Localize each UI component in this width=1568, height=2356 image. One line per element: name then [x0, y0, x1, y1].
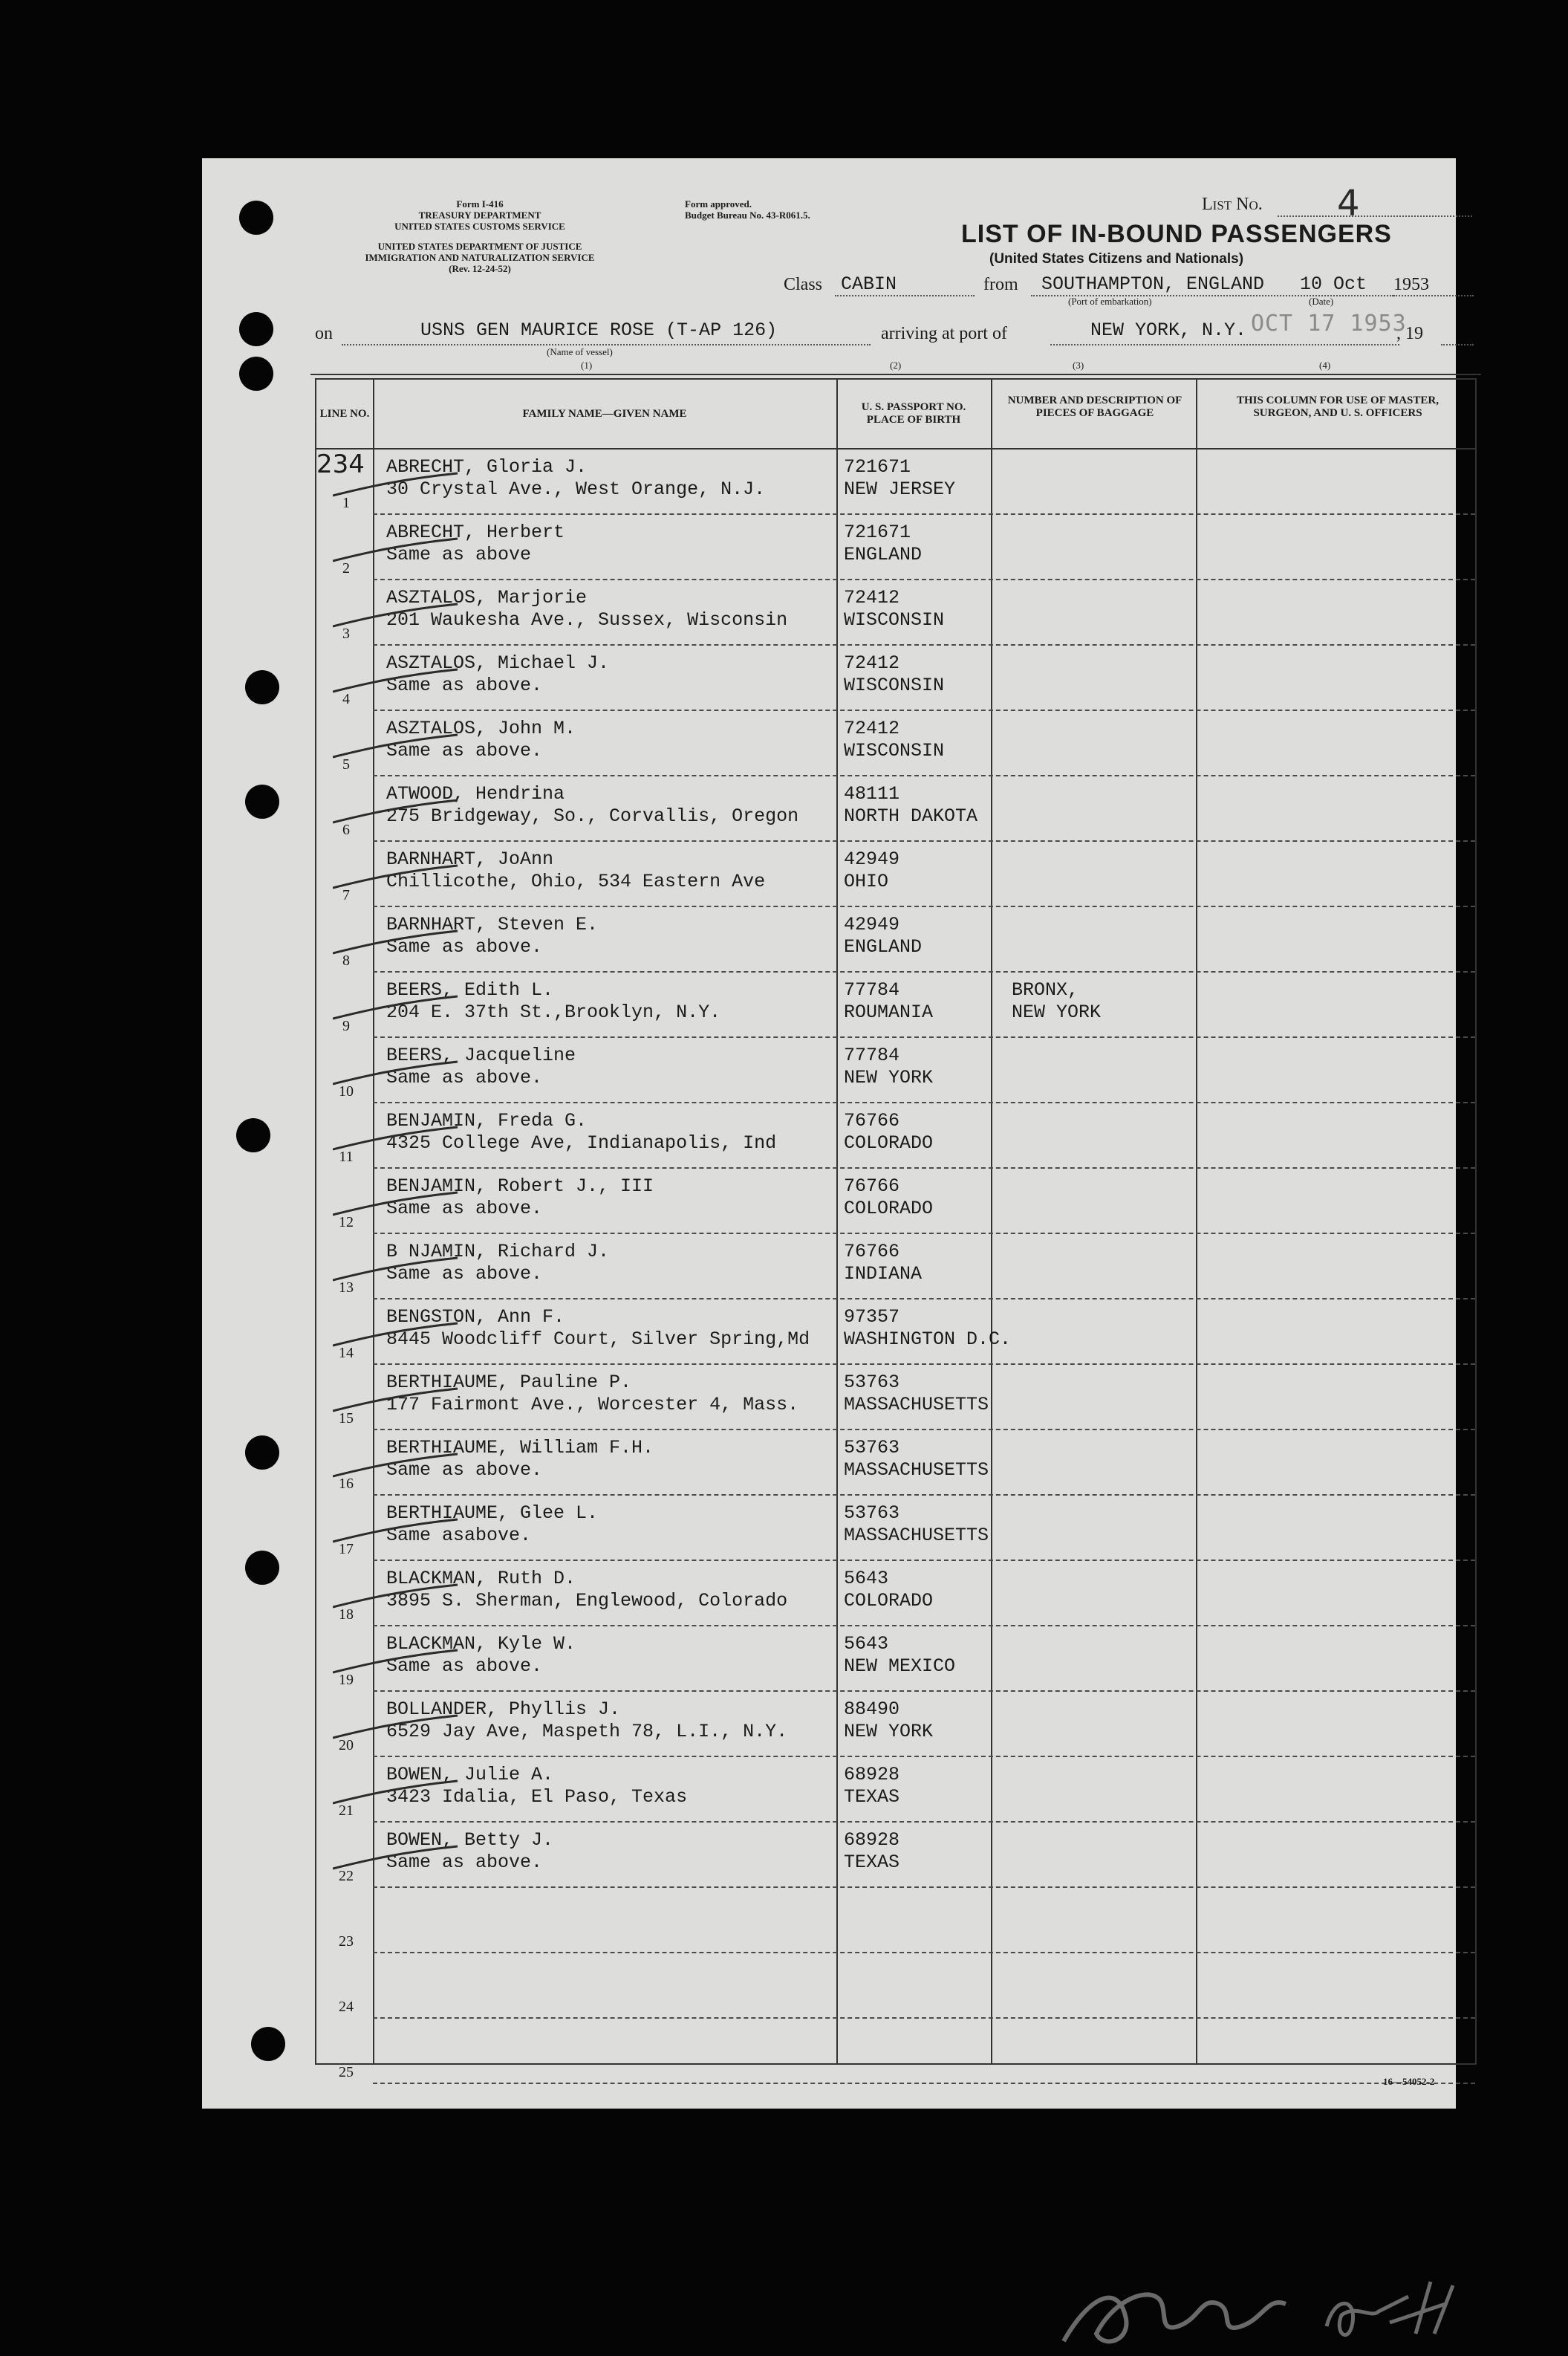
place-of-birth: NEW JERSEY — [844, 478, 956, 500]
passenger-name: BENGSTON, Ann F. — [386, 1306, 565, 1328]
passport-number: 72412 — [844, 652, 900, 674]
arrival-port: NEW YORK, N.Y. — [1090, 319, 1247, 341]
passport-number: 53763 — [844, 1372, 900, 1393]
passport-number: 76766 — [844, 1241, 900, 1262]
passenger-name: ABRECHT, Gloria J. — [386, 456, 588, 478]
punch-hole — [239, 357, 273, 391]
passenger-name: ASZTALOS, John M. — [386, 718, 576, 739]
port-of-embarkation: SOUTHAMPTON, ENGLAND — [1041, 273, 1265, 295]
passenger-address: 204 E. 37th St.,Brooklyn, N.Y. — [386, 1002, 721, 1023]
table-row — [316, 1561, 1475, 1626]
passenger-name: ABRECHT, Herbert — [386, 522, 565, 543]
punch-hole — [245, 785, 279, 819]
table-row — [316, 1430, 1475, 1496]
punch-hole — [239, 312, 273, 346]
table-row — [316, 1365, 1475, 1430]
table-row — [316, 646, 1475, 711]
passport-number: 77784 — [844, 979, 900, 1001]
line-number: 16 — [339, 1476, 354, 1492]
passport-number: 97357 — [844, 1306, 900, 1328]
dept-justice: UNITED STATES DEPARTMENT OF JUSTICE — [377, 241, 582, 252]
passenger-address: Same as above. — [386, 1459, 543, 1481]
year-line — [1393, 295, 1474, 296]
passenger-address: 4325 College Ave, Indianapolis, Ind — [386, 1132, 777, 1154]
passenger-name: BARNHART, Steven E. — [386, 914, 599, 935]
passenger-address: 3895 S. Sherman, Englewood, Colorado — [386, 1590, 788, 1612]
line-number: 15 — [339, 1410, 354, 1427]
passenger-address: Same as above. — [386, 1198, 543, 1219]
check-mark — [333, 1714, 459, 1741]
passenger-name: BEERS, Jacqueline — [386, 1045, 576, 1066]
table-row — [316, 1496, 1475, 1561]
place-of-birth: MASSACHUSETTS — [844, 1459, 989, 1481]
passport-number: 88490 — [844, 1698, 900, 1720]
table-row — [316, 1299, 1475, 1365]
form-footer-code: 16—54052-2 — [1383, 2076, 1435, 2087]
passenger-name: BOLLANDER, Phyllis J. — [386, 1698, 621, 1720]
line-number: 10 — [339, 1083, 354, 1100]
passenger-address: 3423 Idalia, El Paso, Texas — [386, 1786, 688, 1808]
passport-number: 721671 — [844, 522, 911, 543]
place-of-birth: TEXAS — [844, 1786, 900, 1808]
place-of-birth: COLORADO — [844, 1198, 934, 1219]
embarkation-date: 10 Oct — [1300, 273, 1367, 295]
class-label: Class — [784, 275, 823, 294]
passport-number: 77784 — [844, 1045, 900, 1066]
passenger-address: 30 Crystal Ave., West Orange, N.J. — [386, 478, 766, 500]
header-baggage: NUMBER AND DESCRIPTION OF PIECES OF BAGGAGE — [1007, 395, 1182, 419]
place-of-birth: TEXAS — [844, 1852, 900, 1873]
table-row — [316, 1626, 1475, 1692]
passport-number: 42949 — [844, 914, 900, 935]
officer-signature — [1059, 2252, 1568, 2356]
page-title: LIST OF IN-BOUND PASSENGERS — [961, 220, 1392, 248]
form-header-left — [368, 198, 591, 232]
punch-hole — [239, 201, 273, 235]
check-mark — [333, 537, 459, 564]
form-number: Form I-416 — [456, 198, 504, 210]
passenger-address: 6529 Jay Ave, Maspeth 78, L.I., N.Y. — [386, 1721, 788, 1742]
place-of-birth: NORTH DAKOTA — [844, 805, 978, 827]
dept-treasury: TREASURY DEPARTMENT — [418, 210, 541, 221]
passenger-address: Same as above. — [386, 1852, 543, 1873]
header-name: FAMILY NAME—GIVEN NAME — [522, 407, 687, 420]
line-number: 7 — [342, 887, 350, 903]
line-number: 22 — [339, 1868, 354, 1884]
passport-number: 72412 — [844, 587, 900, 609]
line-number: 9 — [342, 1018, 350, 1034]
passenger-name: BERTHIAUME, Pauline P. — [386, 1372, 632, 1393]
passport-number: 76766 — [844, 1175, 900, 1197]
passport-number: 42949 — [844, 848, 900, 870]
passport-number: 5643 — [844, 1568, 889, 1589]
col4-number: (4) — [1319, 360, 1331, 371]
check-mark — [333, 472, 459, 499]
passenger-name: BLACKMAN, Ruth D. — [386, 1568, 576, 1589]
line-number: 25 — [339, 2064, 354, 2080]
table-row — [316, 1823, 1475, 1888]
line-number: 19 — [339, 1672, 354, 1688]
passenger-table — [315, 378, 1477, 2080]
check-mark — [333, 799, 459, 825]
passenger-name: BOWEN, Julie A. — [386, 1764, 554, 1785]
passenger-address: 275 Bridgeway, So., Corvallis, Oregon — [386, 805, 799, 827]
passenger-address: Same as above. — [386, 1655, 543, 1677]
punch-hole — [245, 1435, 279, 1470]
page-subtitle: (United States Citizens and Nationals) — [989, 251, 1244, 267]
check-mark — [333, 1779, 459, 1806]
place-of-birth: ENGLAND — [844, 936, 923, 958]
check-mark — [333, 668, 459, 695]
passenger-address: 8445 Woodcliff Court, Silver Spring,Md — [386, 1328, 810, 1350]
place-of-birth: COLORADO — [844, 1132, 934, 1154]
passport-number: 53763 — [844, 1437, 900, 1458]
place-of-birth: NEW YORK — [844, 1721, 934, 1742]
passenger-name: BOWEN, Betty J. — [386, 1829, 554, 1851]
baggage-description-2: NEW YORK — [1012, 1002, 1102, 1023]
passenger-address: Same asabove. — [386, 1525, 532, 1546]
header-officers: THIS COLUMN FOR USE OF MASTER, SURGEON, AND U. S. OFFICERS — [1237, 395, 1439, 419]
table-row — [316, 711, 1475, 776]
passport-number: 5643 — [844, 1633, 889, 1655]
passenger-name: BENJAMIN, Freda G. — [386, 1110, 588, 1132]
class-line — [835, 295, 975, 296]
passport-number: 68928 — [844, 1829, 900, 1851]
check-mark — [333, 1518, 459, 1545]
table-row — [316, 1234, 1475, 1299]
punch-hole — [236, 1118, 270, 1152]
place-of-birth: INDIANA — [844, 1263, 923, 1285]
line-number: 8 — [342, 953, 350, 969]
place-of-birth: NEW MEXICO — [844, 1655, 956, 1677]
baggage-description: BRONX, — [1012, 979, 1079, 1001]
table-row — [316, 1953, 1475, 2019]
passenger-name: BEERS, Edith L. — [386, 979, 554, 1001]
passenger-name: ATWOOD, Hendrina — [386, 783, 565, 805]
place-of-birth: MASSACHUSETTS — [844, 1394, 989, 1415]
passenger-name: ASZTALOS, Marjorie — [386, 587, 588, 609]
line-number: 14 — [339, 1345, 354, 1361]
budget-bureau: Budget Bureau No. 43-R061.5. — [685, 210, 810, 221]
table-row — [316, 1757, 1475, 1823]
check-mark — [333, 1845, 459, 1872]
vessel-caption: (Name of vessel) — [547, 346, 613, 357]
dept-ins: IMMIGRATION AND NATURALIZATION SERVICE — [365, 252, 595, 263]
passenger-address: 201 Waukesha Ave., Sussex, Wisconsin — [386, 609, 788, 631]
line-number: 2 — [342, 560, 350, 577]
check-mark — [333, 1126, 459, 1152]
place-of-birth: NEW YORK — [844, 1067, 934, 1088]
embarkation-year: 1953 — [1393, 275, 1429, 294]
header-line-no: LINE NO. — [319, 407, 370, 420]
place-of-birth: MASSACHUSETTS — [844, 1525, 989, 1546]
passenger-address: Same as above. — [386, 1067, 543, 1088]
passport-number: 53763 — [844, 1502, 900, 1524]
arriving-label: arriving at port of — [881, 324, 1007, 343]
col2-number: (2) — [890, 360, 902, 371]
table-row — [316, 450, 1475, 515]
passenger-address: Same as above. — [386, 936, 543, 958]
approval-block — [685, 198, 810, 221]
line-number: 21 — [339, 1802, 354, 1819]
place-of-birth: WISCONSIN — [844, 675, 945, 696]
passenger-name: BERTHIAUME, William F.H. — [386, 1437, 654, 1458]
passport-number: 48111 — [844, 783, 900, 805]
table-row — [316, 2019, 1475, 2084]
place-of-birth: OHIO — [844, 871, 889, 892]
line-number: 23 — [339, 1933, 354, 1950]
line-number: 24 — [339, 1999, 354, 2015]
passenger-address: Same as above. — [386, 740, 543, 762]
check-mark — [333, 733, 459, 760]
passenger-name: BLACKMAN, Kyle W. — [386, 1633, 576, 1655]
passenger-name: B NJAMIN, Richard J. — [386, 1241, 610, 1262]
dept-customs: UNITED STATES CUSTOMS SERVICE — [394, 221, 565, 232]
on-label: on — [315, 324, 333, 343]
place-of-birth: WISCONSIN — [844, 740, 945, 762]
from-label: from — [983, 275, 1018, 294]
passenger-name: BENJAMIN, Robert J., III — [386, 1175, 654, 1197]
check-mark — [333, 1583, 459, 1610]
arrival-date-stamp: OCT 17 1953 — [1251, 311, 1407, 337]
table-row — [316, 580, 1475, 646]
arrival-port-line — [1050, 344, 1399, 345]
passenger-address: Same as above. — [386, 675, 543, 696]
officer-note: 234 — [316, 450, 365, 479]
passport-number: 721671 — [844, 456, 911, 478]
class-value: CABIN — [841, 273, 897, 295]
vessel-line — [342, 344, 871, 345]
check-mark — [333, 1060, 459, 1087]
place-of-birth: ROUMANIA — [844, 1002, 934, 1023]
arrival-year-line — [1441, 344, 1474, 345]
punch-hole — [251, 2027, 285, 2061]
check-mark — [333, 1649, 459, 1675]
form-header-justice — [309, 241, 651, 274]
col3-number: (3) — [1073, 360, 1084, 371]
passenger-name: BERTHIAUME, Glee L. — [386, 1502, 599, 1524]
line-number: 11 — [339, 1149, 354, 1165]
list-no-line — [1278, 215, 1472, 217]
passport-number: 72412 — [844, 718, 900, 739]
line-number: 1 — [342, 495, 350, 511]
check-mark — [333, 603, 459, 629]
passenger-address: Same as above — [386, 544, 532, 565]
table-row — [316, 842, 1475, 907]
line-number: 17 — [339, 1541, 354, 1557]
passenger-name: ASZTALOS, Michael J. — [386, 652, 610, 674]
check-mark — [333, 1191, 459, 1218]
list-no-label: List No. — [1202, 195, 1263, 214]
check-mark — [333, 929, 459, 956]
line-number: 12 — [339, 1214, 354, 1230]
check-mark — [333, 864, 459, 891]
table-row — [316, 1169, 1475, 1234]
table-row — [316, 1038, 1475, 1103]
year-label: , 19 — [1396, 324, 1423, 343]
table-row — [316, 515, 1475, 580]
line-number: 18 — [339, 1606, 354, 1623]
place-of-birth: WISCONSIN — [844, 609, 945, 631]
table-row — [316, 907, 1475, 973]
date-caption: (Date) — [1309, 296, 1334, 307]
place-of-birth: COLORADO — [844, 1590, 934, 1612]
place-of-birth: WASHINGTON D.C. — [844, 1328, 1012, 1350]
line-number: 6 — [342, 822, 350, 838]
row-separator — [373, 2083, 1475, 2084]
line-number: 3 — [342, 626, 350, 642]
approval-line: Form approved. — [685, 198, 752, 210]
col1-number: (1) — [581, 360, 593, 371]
table-row — [316, 1692, 1475, 1757]
passenger-address: 177 Fairmont Ave., Worcester 4, Mass. — [386, 1394, 799, 1415]
table-row — [316, 776, 1475, 842]
table-row — [316, 1888, 1475, 1953]
line-number: 13 — [339, 1279, 354, 1296]
check-mark — [333, 1387, 459, 1414]
table-row — [316, 973, 1475, 1038]
check-mark — [333, 1322, 459, 1349]
check-mark — [333, 1256, 459, 1283]
port-caption: (Port of embarkation) — [1068, 296, 1152, 307]
place-of-birth: ENGLAND — [844, 544, 923, 565]
line-number: 4 — [342, 691, 350, 707]
table-row — [316, 1103, 1475, 1169]
check-mark — [333, 1453, 459, 1479]
punch-hole — [245, 670, 279, 704]
passport-number: 76766 — [844, 1110, 900, 1132]
passenger-name: BARNHART, JoAnn — [386, 848, 554, 870]
passport-number: 68928 — [844, 1764, 900, 1785]
header-passport: U. S. PASSPORT NO. PLACE OF BIRTH — [861, 401, 966, 426]
line-number: 20 — [339, 1737, 354, 1753]
punch-hole — [245, 1551, 279, 1585]
revision-date: (Rev. 12-24-52) — [449, 263, 511, 274]
list-no-value: 4 — [1337, 183, 1360, 224]
check-mark — [333, 995, 459, 1022]
vessel-name: USNS GEN MAURICE ROSE (T-AP 126) — [420, 319, 778, 341]
passenger-address: Same as above. — [386, 1263, 543, 1285]
line-number: 5 — [342, 756, 350, 773]
passenger-address: Chillicothe, Ohio, 534 Eastern Ave — [386, 871, 766, 892]
